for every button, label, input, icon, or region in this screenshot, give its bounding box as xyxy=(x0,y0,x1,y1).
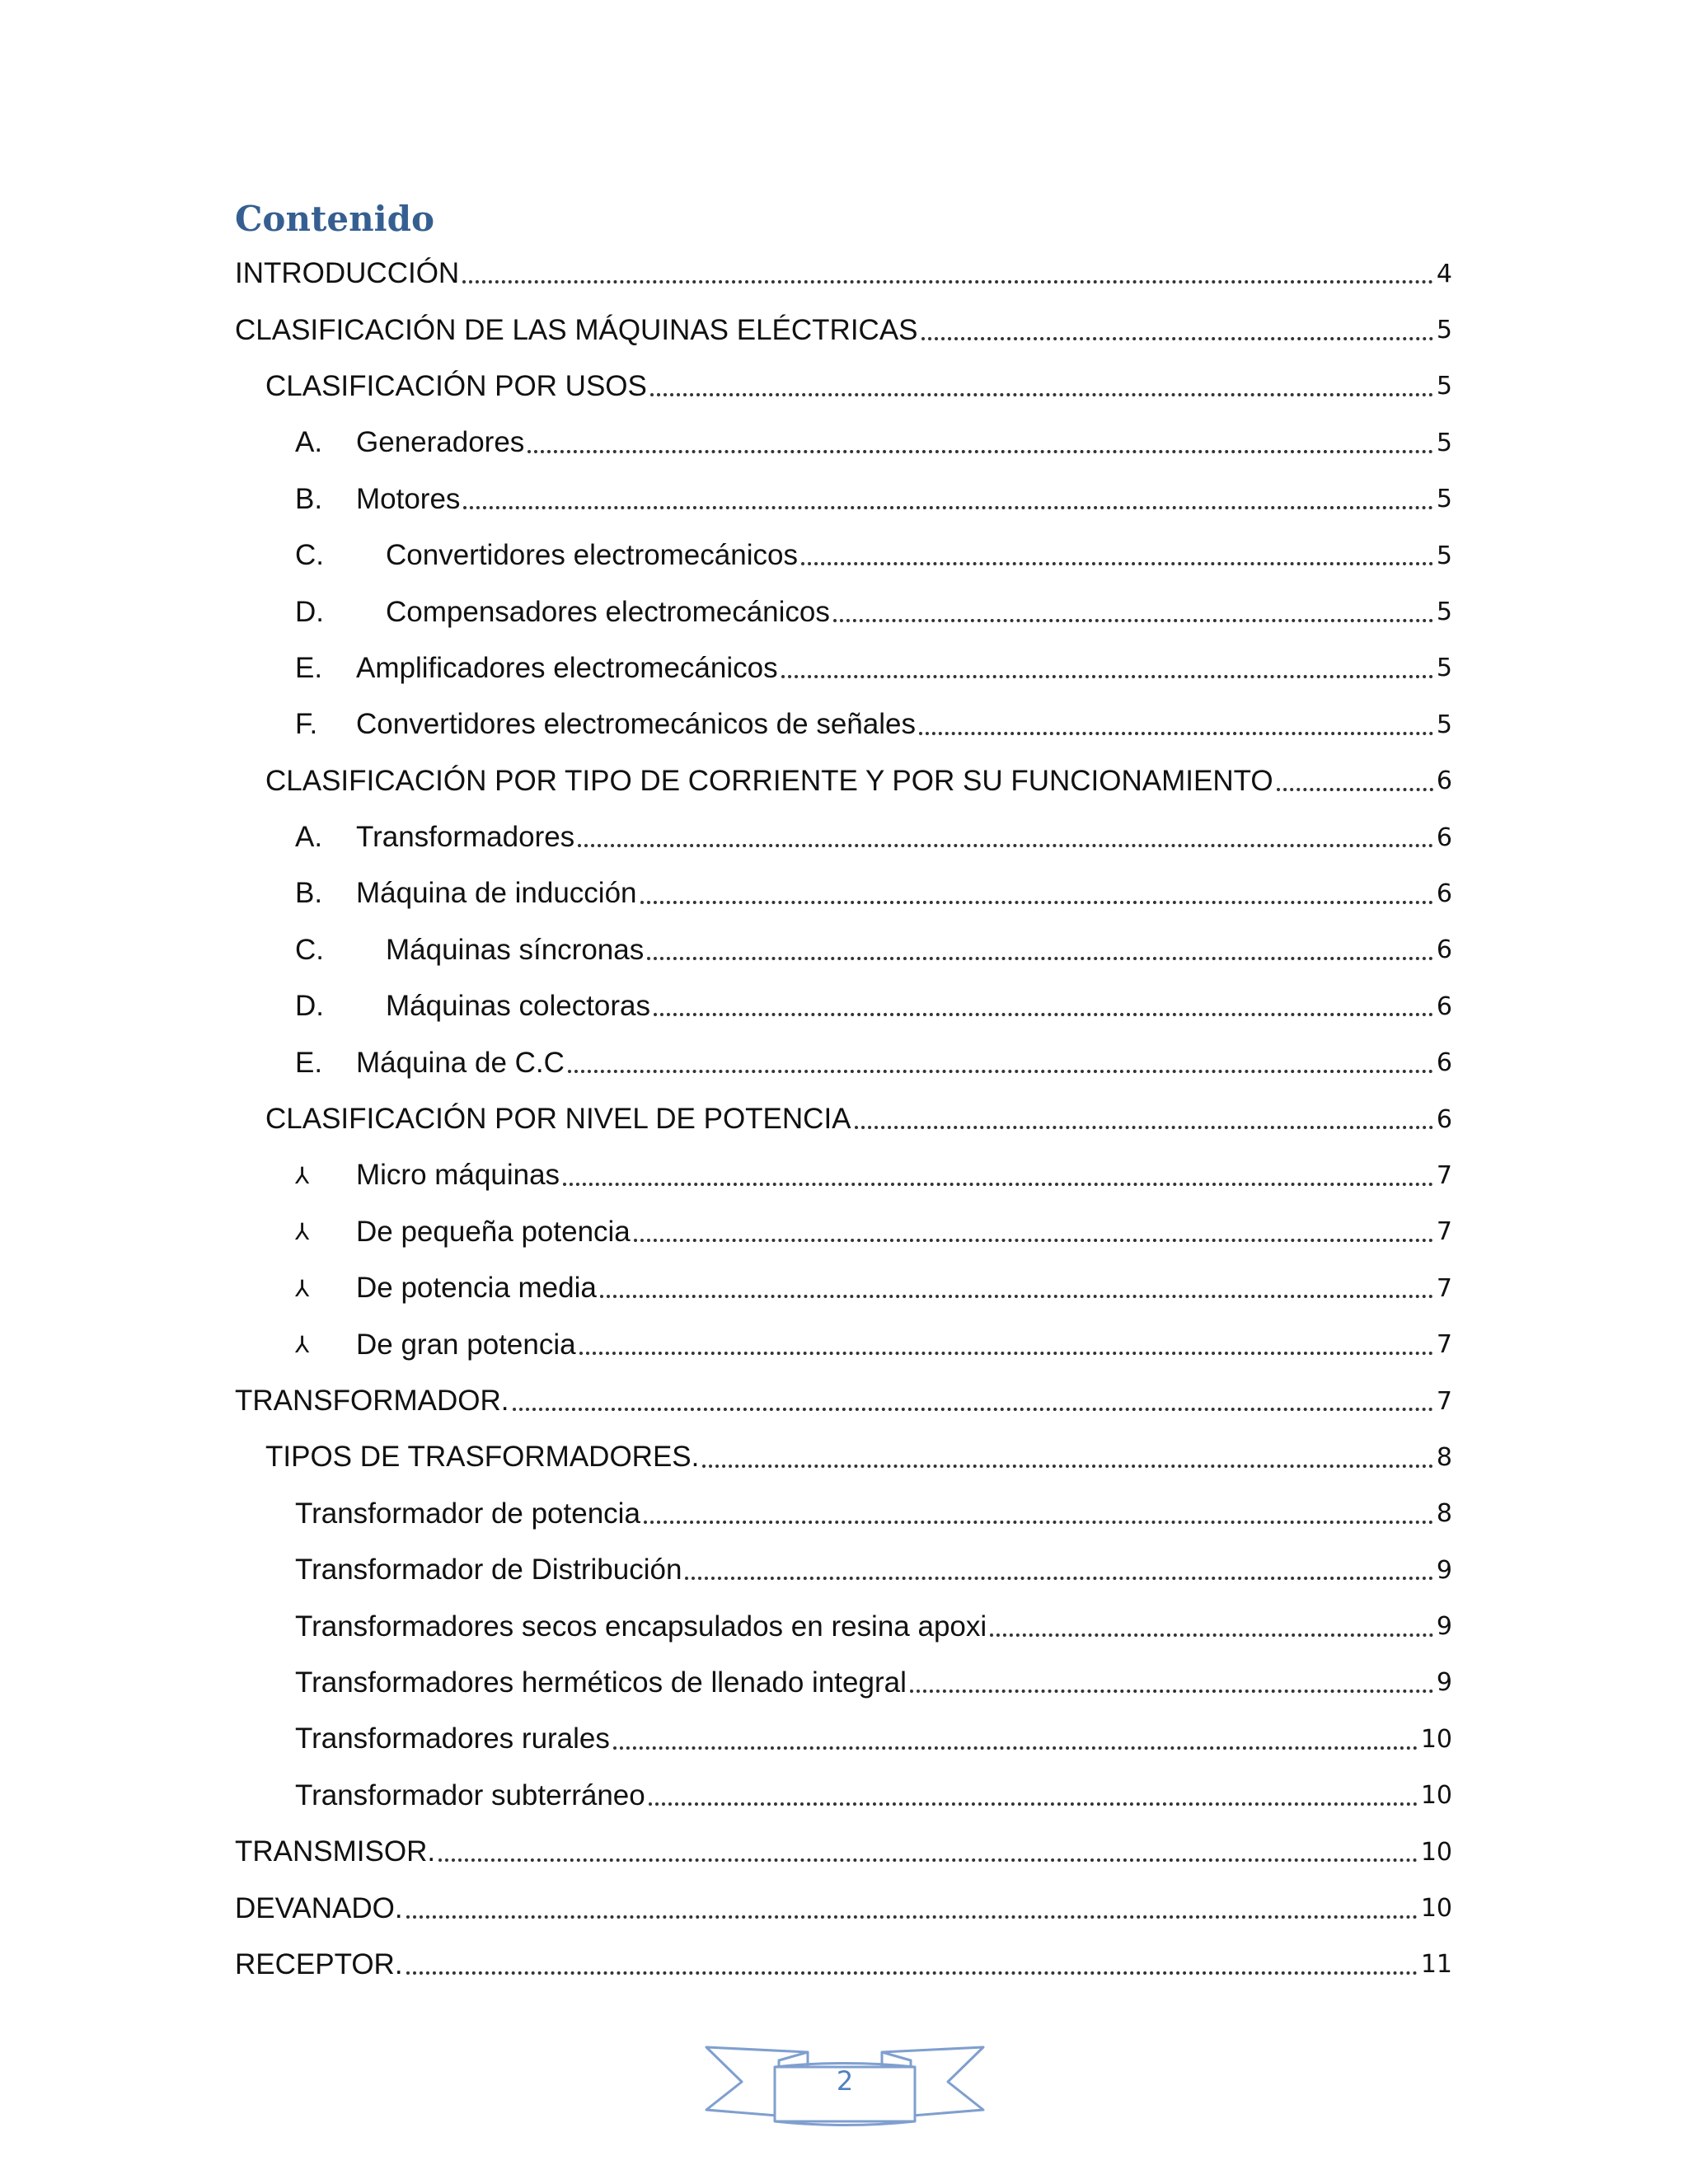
toc-entry-title: Máquinas colectoras xyxy=(386,990,650,1023)
toc-entry-title: CLASIFICACIÓN POR TIPO DE CORRIENTE Y POR SU FUNCIONAMIENTO xyxy=(265,764,1273,797)
toc-entry[interactable] xyxy=(235,1598,1452,1654)
page-footer xyxy=(705,2046,985,2128)
toc-entry-page: 7 xyxy=(1436,1160,1452,1190)
toc-entry[interactable] xyxy=(235,1937,1452,1993)
toc-entry-page: 6 xyxy=(1436,991,1452,1021)
toc-entry-title: Máquina de inducción xyxy=(356,877,637,910)
toc-entry-page: 5 xyxy=(1436,541,1452,570)
dot-leader xyxy=(406,1915,1418,1919)
toc-entry-page: 6 xyxy=(1436,879,1452,908)
toc-entry-page: 7 xyxy=(1436,1386,1452,1416)
dot-leader xyxy=(855,1126,1433,1129)
toc-entry-page: 5 xyxy=(1436,654,1452,683)
dot-leader xyxy=(921,337,1433,340)
toc-entry[interactable] xyxy=(235,696,1452,752)
dot-leader xyxy=(406,1971,1418,1975)
toc-entry[interactable] xyxy=(235,527,1452,583)
dot-leader xyxy=(685,1577,1432,1580)
toc-entry-title: Transformadores secos encapsulados en resina apoxi xyxy=(295,1610,987,1643)
toc-entry-marker: A. xyxy=(295,426,323,459)
dot-leader xyxy=(634,1239,1433,1242)
toc-entry-marker: E. xyxy=(295,1046,323,1079)
toc-entry-title: Transformador subterráneo xyxy=(295,1779,645,1811)
toc-entry-title: Transformadores herméticos de llenado integral xyxy=(295,1666,907,1699)
toc-entry-marker: F. xyxy=(295,708,318,741)
dot-leader xyxy=(644,1521,1433,1524)
dot-leader xyxy=(801,562,1433,565)
dot-leader xyxy=(579,1352,1433,1355)
toc-entry-marker: B. xyxy=(295,877,323,910)
toc-entry-marker: C. xyxy=(295,933,324,966)
toc-entry-title: Generadores xyxy=(356,426,525,459)
toc-entry-title: Máquina de C.C xyxy=(356,1046,565,1079)
toc-entry[interactable] xyxy=(235,302,1452,358)
dot-leader xyxy=(833,619,1433,622)
arrow-bullet-icon: ⅄ xyxy=(295,1162,310,1188)
dot-leader xyxy=(649,1802,1418,1806)
toc-entry-page: 11 xyxy=(1420,1950,1452,1980)
toc-entry-title: Transformadores rurales xyxy=(295,1722,610,1755)
dot-leader xyxy=(910,1690,1433,1693)
toc-entry[interactable] xyxy=(235,471,1452,527)
toc-entry-title: De pequeña potencia xyxy=(356,1215,631,1248)
dot-leader xyxy=(650,393,1433,396)
page-number: 2 xyxy=(836,2065,854,2097)
toc-entry-title: INTRODUCCIÓN xyxy=(235,257,460,290)
dot-leader xyxy=(1277,788,1433,791)
toc-entry[interactable] xyxy=(235,809,1452,865)
toc-entry[interactable] xyxy=(235,1880,1452,1936)
toc-entry[interactable] xyxy=(235,1711,1452,1767)
dot-leader xyxy=(654,1013,1433,1016)
toc-entry[interactable] xyxy=(235,1373,1452,1429)
toc-entry-title: DEVANADO. xyxy=(235,1891,403,1924)
toc-entry-page: 5 xyxy=(1436,598,1452,627)
dot-leader xyxy=(438,1858,1418,1862)
toc-entry-page: 6 xyxy=(1436,1048,1452,1078)
dot-leader xyxy=(781,675,1433,678)
toc-entry-page: 4 xyxy=(1436,259,1452,288)
arrow-bullet-icon: ⅄ xyxy=(295,1275,310,1301)
dot-leader xyxy=(600,1295,1433,1298)
toc-entry[interactable] xyxy=(235,1429,1452,1485)
toc-entry-title: Compensadores electromecánicos xyxy=(386,595,830,628)
toc-entry-marker: B. xyxy=(295,482,323,515)
toc-entry-title: CLASIFICACIÓN POR USOS xyxy=(265,369,647,402)
toc-entry-title: TRANSFORMADOR. xyxy=(235,1385,509,1417)
toc-entry-page: 5 xyxy=(1436,710,1452,739)
toc-entry-title: Transformador de potencia xyxy=(295,1497,640,1530)
dot-leader xyxy=(919,732,1433,735)
toc-entry-page: 5 xyxy=(1436,428,1452,457)
toc-entry[interactable] xyxy=(235,1486,1452,1542)
dot-leader xyxy=(578,844,1433,847)
toc-entry-title: Transformador de Distribución xyxy=(295,1554,682,1586)
toc-entry-page: 6 xyxy=(1436,766,1452,796)
dot-leader xyxy=(640,901,1433,904)
toc-entry[interactable] xyxy=(235,246,1452,302)
arrow-bullet-icon: ⅄ xyxy=(295,1332,310,1358)
toc-entry-page: 9 xyxy=(1436,1555,1452,1585)
toc-entry-marker: D. xyxy=(295,990,324,1023)
toc-entry-page: 5 xyxy=(1436,372,1452,401)
toc-entry[interactable] xyxy=(235,865,1452,921)
toc-entry-marker: A. xyxy=(295,821,323,854)
toc-entry-page: 10 xyxy=(1420,1837,1452,1867)
toc-heading: Contenido xyxy=(235,199,434,239)
toc-entry-title: CLASIFICACIÓN POR NIVEL DE POTENCIA xyxy=(265,1103,851,1136)
toc-entry-title: Convertidores electromecánicos xyxy=(386,539,798,572)
toc-entry-page: 6 xyxy=(1436,823,1452,852)
dot-leader xyxy=(613,1746,1418,1750)
toc-entry-title: De gran potencia xyxy=(356,1328,576,1361)
toc-entry-title: Transformadores xyxy=(356,821,575,854)
toc-entry-title: De potencia media xyxy=(356,1272,597,1305)
dot-leader xyxy=(563,1183,1433,1186)
toc-entry[interactable] xyxy=(235,1655,1452,1711)
toc-entry[interactable] xyxy=(235,978,1452,1034)
toc-entry[interactable] xyxy=(235,1147,1452,1203)
toc-entry[interactable] xyxy=(235,415,1452,471)
toc-entry[interactable] xyxy=(235,1034,1452,1090)
toc-entry-page: 6 xyxy=(1436,935,1452,965)
toc-entry[interactable] xyxy=(235,1260,1452,1316)
toc-entry-page: 8 xyxy=(1436,1499,1452,1529)
table-of-contents xyxy=(235,246,1452,1993)
dot-leader xyxy=(513,1408,1433,1411)
toc-entry[interactable] xyxy=(235,640,1452,696)
toc-entry[interactable] xyxy=(235,1091,1452,1147)
toc-entry-title: Motores xyxy=(356,482,461,515)
arrow-bullet-icon: ⅄ xyxy=(295,1219,310,1245)
toc-entry-page: 6 xyxy=(1436,1104,1452,1134)
toc-entry-title: Convertidores electromecánicos de señales xyxy=(356,708,916,741)
dot-leader xyxy=(647,957,1433,960)
toc-entry-title: Amplificadores electromecánicos xyxy=(356,651,778,684)
dot-leader xyxy=(702,1465,1433,1468)
toc-entry[interactable] xyxy=(235,1204,1452,1260)
toc-entry[interactable] xyxy=(235,1824,1452,1880)
toc-entry-page: 10 xyxy=(1420,1894,1452,1924)
dot-leader xyxy=(528,450,1433,453)
toc-entry-title: TIPOS DE TRASFORMADORES. xyxy=(265,1441,700,1474)
toc-entry-title: Micro máquinas xyxy=(356,1159,560,1192)
toc-entry-page: 7 xyxy=(1436,1330,1452,1360)
dot-leader xyxy=(462,280,1433,284)
toc-entry-page: 9 xyxy=(1436,1668,1452,1698)
toc-entry-marker: E. xyxy=(295,651,323,684)
toc-entry-marker: C. xyxy=(295,539,324,572)
toc-entry-page: 10 xyxy=(1420,1724,1452,1754)
toc-entry-marker: D. xyxy=(295,595,324,628)
toc-entry[interactable] xyxy=(235,583,1452,640)
dot-leader xyxy=(990,1633,1433,1637)
toc-entry-title: TRANSMISOR. xyxy=(235,1835,436,1868)
toc-entry[interactable] xyxy=(235,1316,1452,1372)
toc-entry[interactable] xyxy=(235,922,1452,978)
toc-entry-page: 5 xyxy=(1436,316,1452,345)
toc-entry-page: 5 xyxy=(1436,485,1452,514)
toc-entry[interactable] xyxy=(235,1768,1452,1824)
dot-leader xyxy=(568,1070,1433,1073)
toc-entry-page: 9 xyxy=(1436,1612,1452,1642)
toc-entry-page: 8 xyxy=(1436,1442,1452,1472)
dot-leader xyxy=(463,506,1432,509)
toc-entry-page: 7 xyxy=(1436,1217,1452,1247)
toc-entry-title: Máquinas síncronas xyxy=(386,933,645,966)
toc-entry-page: 7 xyxy=(1436,1273,1452,1303)
toc-entry[interactable] xyxy=(235,1542,1452,1598)
toc-entry[interactable] xyxy=(235,359,1452,415)
toc-entry-title: RECEPTOR. xyxy=(235,1947,403,1980)
toc-entry-page: 10 xyxy=(1420,1781,1452,1811)
toc-entry-title: CLASIFICACIÓN DE LAS MÁQUINAS ELÉCTRICAS xyxy=(235,313,918,346)
toc-entry[interactable] xyxy=(235,753,1452,809)
